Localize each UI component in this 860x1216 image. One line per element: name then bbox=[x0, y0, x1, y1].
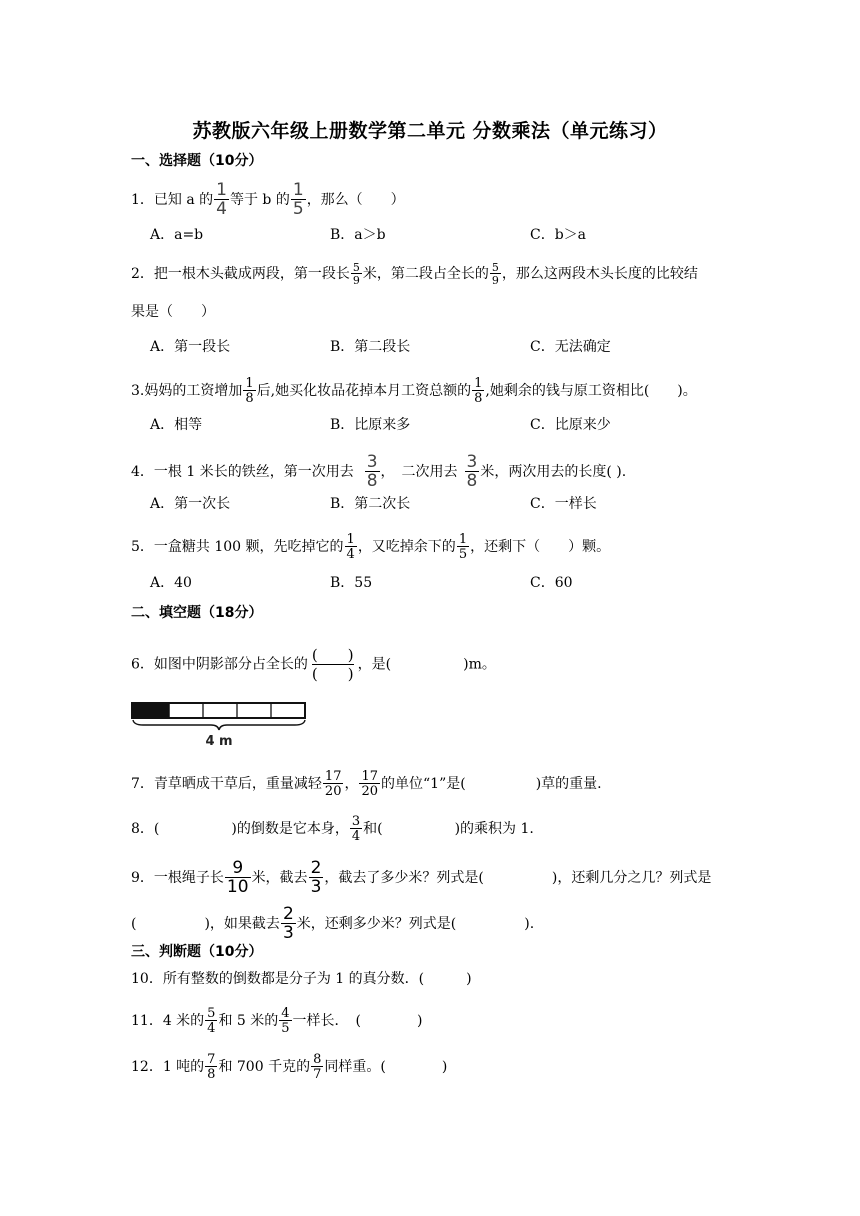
q9-text-h: ). bbox=[524, 916, 535, 932]
q1-frac-b: $\frac{1}{5}$ bbox=[292, 180, 304, 219]
q11-text-b: 和 5 米的 bbox=[218, 1013, 279, 1029]
question-9 bbox=[131, 860, 711, 896]
q8-text-c: 和( bbox=[363, 821, 383, 837]
question-8 bbox=[131, 815, 534, 843]
question-10: 10．所有整数的倒数都是分子为 1 的真分数．( ) bbox=[131, 971, 472, 987]
q7-frac-b: $\frac{17}{20}$ bbox=[361, 769, 379, 799]
q2-option-b: B．第二段长 bbox=[330, 339, 411, 355]
q5-text-a: 5．一盒糖共 100 颗，先吃掉它的 bbox=[131, 539, 344, 555]
q9-text-f: )，如果截去 bbox=[204, 916, 280, 932]
question-7 bbox=[131, 770, 602, 798]
section-heading-choice: 一、选择题（10分） bbox=[131, 153, 263, 169]
q9-text-c: ，截去了多少米？列式是( bbox=[324, 870, 484, 886]
q5-option-c: C．60 bbox=[530, 575, 573, 591]
q1-text-a: 1．已知 a 的 bbox=[131, 192, 214, 208]
q3-option-c: C．比原来少 bbox=[530, 417, 611, 433]
q8-text-d: )的乘积为 1. bbox=[454, 821, 534, 837]
q1-option-c: C．b＞a bbox=[530, 227, 587, 243]
q1-option-a: A．a=b bbox=[150, 227, 204, 243]
q8-frac-a: $\frac{3}{4}$ bbox=[351, 814, 361, 844]
question-6 bbox=[131, 646, 496, 683]
q4-frac-b: $\frac{3}{8}$ bbox=[466, 452, 478, 491]
q2-text-a: 2．把一根木头截成两段，第一段长 bbox=[131, 266, 350, 282]
section-heading-judge: 三、判断题（10分） bbox=[131, 944, 263, 960]
question-1 bbox=[131, 182, 405, 218]
q3-text-b: 后,她买化妆品花掉本月工资总额的 bbox=[256, 383, 472, 399]
question-9-line-2 bbox=[131, 906, 534, 942]
q12-text-a: 12．1 吨的 bbox=[131, 1059, 205, 1075]
question-3 bbox=[131, 377, 697, 405]
q5-frac-a: $\frac{1}{4}$ bbox=[346, 532, 355, 562]
q8-text-a: 8．( bbox=[131, 821, 160, 837]
q12-text-b: 和 700 千克的 bbox=[218, 1059, 311, 1075]
question-2-line-2: 果是（ ） bbox=[131, 304, 215, 320]
shaded-segment bbox=[132, 703, 169, 718]
q1-option-b: B．a＞b bbox=[330, 227, 386, 243]
q3-frac-b: $\frac{1}{8}$ bbox=[474, 376, 483, 406]
q2-option-a: A．第一段长 bbox=[150, 339, 231, 355]
q12-frac-a: $\frac{7}{8}$ bbox=[207, 1052, 216, 1082]
q4-text-c: 米，两次用去的长度( ). bbox=[480, 464, 627, 480]
page-title: 苏教版六年级上册数学第二单元 分数乘法（单元练习） bbox=[192, 120, 668, 142]
q4-option-c: C．一样长 bbox=[530, 496, 597, 512]
q4-text-b: ， 二次用去 bbox=[380, 464, 458, 480]
q11-text-a: 11．4 米的 bbox=[131, 1013, 205, 1029]
q2-text-c: ，那么这两段木头长度的比较结 bbox=[501, 266, 698, 282]
question-4 bbox=[131, 454, 626, 490]
q1-text-b: 等于 b 的 bbox=[229, 192, 290, 208]
q11-frac-b: $\frac{4}{5}$ bbox=[281, 1006, 290, 1036]
q4-frac-a: $\frac{3}{8}$ bbox=[366, 452, 378, 491]
question-12 bbox=[131, 1053, 447, 1081]
q6-text-a: 6．如图中阴影部分占全长的 bbox=[131, 656, 308, 673]
q12-frac-b: $\frac{8}{7}$ bbox=[313, 1052, 322, 1082]
q5-option-b: B．55 bbox=[330, 575, 373, 591]
q9-frac-a: $\frac{9}{10}$ bbox=[226, 858, 249, 897]
q8-text-b: )的倒数是它本身， bbox=[231, 821, 349, 837]
brace bbox=[133, 720, 305, 730]
q12-text-c: 同样重。( ) bbox=[324, 1059, 448, 1075]
q3-frac-a: $\frac{1}{8}$ bbox=[245, 376, 254, 406]
q3-text-a: 3.妈妈的工资增加 bbox=[131, 383, 243, 399]
q4-text-a: 4．一根 1 米长的铁丝，第一次用去 bbox=[131, 464, 354, 480]
q9-frac-b: $\frac{2}{3}$ bbox=[310, 858, 322, 897]
q2-option-c: C．无法确定 bbox=[530, 339, 611, 355]
q3-text-c: ,她剩余的钱与原工资相比( )。 bbox=[485, 383, 697, 399]
figure-length-label: 4 m bbox=[205, 734, 233, 749]
q6-blank-fraction[interactable]: ( ) ( ) bbox=[311, 646, 354, 683]
q4-option-a: A．第一次长 bbox=[150, 496, 231, 512]
q5-frac-b: $\frac{1}{5}$ bbox=[458, 532, 468, 562]
q11-text-c: 一样长． ( ) bbox=[292, 1013, 423, 1029]
q9-text-e: ( bbox=[131, 916, 137, 932]
q6-text-c: )m。 bbox=[463, 656, 496, 673]
q7-frac-a: $\frac{17}{20}$ bbox=[324, 769, 342, 799]
q9-frac-c: $\frac{2}{3}$ bbox=[282, 904, 294, 943]
q9-text-a: 9．一根绳子长 bbox=[131, 870, 224, 886]
section-heading-fill: 二、填空题（18分） bbox=[131, 605, 263, 621]
q5-option-a: A．40 bbox=[150, 575, 192, 591]
q2-frac-b: $\frac{5}{9}$ bbox=[491, 261, 499, 287]
q6-text-b: ，是( bbox=[357, 656, 392, 673]
q5-text-c: ，还剩下（ ）颗。 bbox=[470, 539, 611, 555]
q11-frac-a: $\frac{5}{4}$ bbox=[207, 1006, 216, 1036]
q9-text-b: 米，截去 bbox=[251, 870, 308, 886]
q2-text-b: 米，第二段占全长的 bbox=[362, 266, 489, 282]
q7-text-b: ， bbox=[344, 776, 359, 792]
q4-option-b: B．第二次长 bbox=[330, 496, 411, 512]
q9-text-d: )，还剩几分之几？列式是 bbox=[551, 870, 712, 886]
q9-text-g: 米，还剩多少米？列式是( bbox=[296, 916, 457, 932]
question-5 bbox=[131, 533, 610, 561]
q7-text-d: )草的重量. bbox=[535, 776, 602, 792]
q2-frac-a: $\frac{5}{9}$ bbox=[352, 261, 360, 287]
q5-text-b: ，又吃掉余下的 bbox=[357, 539, 456, 555]
q6-bar-figure bbox=[131, 700, 307, 750]
q1-text-c: ，那么（ ） bbox=[306, 192, 405, 208]
q3-option-b: B．比原来多 bbox=[330, 417, 411, 433]
q7-text-a: 7．青草晒成干草后，重量减轻 bbox=[131, 776, 322, 792]
q7-text-c: 的单位“1”是( bbox=[381, 776, 466, 792]
q3-option-a: A．相等 bbox=[150, 417, 203, 433]
q1-frac-a: $\frac{1}{4}$ bbox=[216, 180, 227, 219]
question-2 bbox=[131, 262, 698, 286]
question-11 bbox=[131, 1007, 422, 1035]
